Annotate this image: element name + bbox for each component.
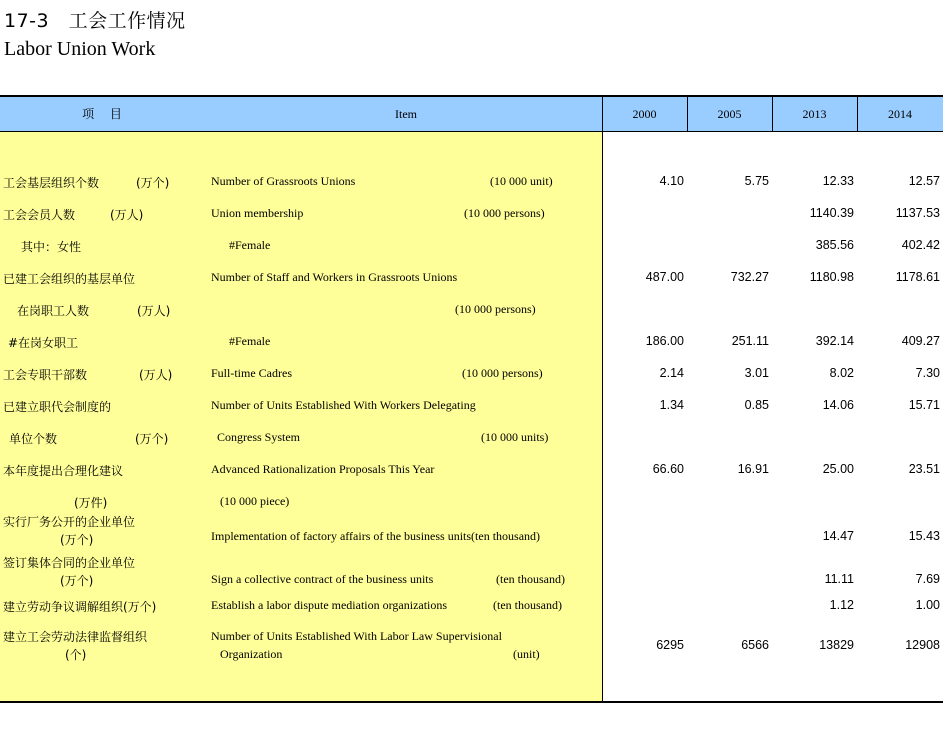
row-value-2013: 14.47 xyxy=(822,529,854,543)
row-value-2014: 15.71 xyxy=(908,398,940,412)
column-divider xyxy=(772,95,773,132)
table-header-row xyxy=(0,95,943,132)
row-label-cn: 建立工会劳动法律监督组织 xyxy=(3,630,148,644)
row-label-en: Number of Units Established With Workers Delegating xyxy=(211,398,476,412)
row-unit-en: (ten thousand) xyxy=(496,572,565,586)
row-unit-cn: (万个) xyxy=(60,533,94,547)
row-value-2000: 1.34 xyxy=(659,398,684,412)
row-label-cn: 在岗职工人数 xyxy=(17,304,90,318)
row-value-2013: 1140.39 xyxy=(809,206,854,220)
row-label-cn: 工会会员人数 xyxy=(3,208,76,222)
row-value-2014: 15.43 xyxy=(908,529,940,543)
row-value-2014: 7.30 xyxy=(915,366,940,380)
row-unit-en: (10 000 units) xyxy=(481,430,549,444)
row-label-en: Number of Staff and Workers in Grassroots Unions xyxy=(211,270,458,284)
column-divider xyxy=(602,95,603,702)
header-year-2014: 2014 xyxy=(888,107,912,121)
row-label-cn: 已建立职代会制度的 xyxy=(3,400,112,414)
table-bottom-rule xyxy=(0,701,943,703)
row-value-2005: 6566 xyxy=(741,638,769,652)
row-value-2013: 1180.98 xyxy=(809,270,854,284)
row-label-en: #Female xyxy=(229,238,271,252)
row-label-cn: 建立劳动争议调解组织(万个) xyxy=(3,600,157,614)
row-value-2000: 186.00 xyxy=(645,334,684,348)
row-unit-cn: (万人) xyxy=(139,368,173,382)
row-value-2014: 7.69 xyxy=(915,572,940,586)
row-unit-cn: (万个) xyxy=(136,176,170,190)
row-value-2013: 14.06 xyxy=(822,398,854,412)
row-value-2014: 1137.53 xyxy=(895,206,940,220)
row-value-2014: 402.42 xyxy=(901,238,940,252)
row-unit-en: (10 000 persons) xyxy=(462,366,543,380)
row-value-2014: 23.51 xyxy=(908,462,940,476)
row-unit-en: (unit) xyxy=(513,647,540,661)
row-value-2005: 251.11 xyxy=(731,334,769,348)
header-year-2013: 2013 xyxy=(802,107,827,121)
row-unit-en: (10 000 persons) xyxy=(464,206,545,220)
row-value-2013: 25.00 xyxy=(822,462,854,476)
header-year-2005: 2005 xyxy=(717,107,742,121)
row-unit-cn: (个) xyxy=(65,648,87,662)
row-label-cn: 签订集体合同的企业单位 xyxy=(3,556,136,570)
row-label-en: Implementation of factory affairs of the business units(ten thousand) xyxy=(211,529,541,543)
column-divider xyxy=(857,95,858,132)
row-label-en: Advanced Rationalization Proposals This Year xyxy=(211,462,435,476)
row-value-2005: 16.91 xyxy=(737,462,769,476)
row-value-2014: 1178.61 xyxy=(895,270,940,284)
row-label-cn: 工会专职干部数 xyxy=(3,368,88,382)
row-value-2013: 392.14 xyxy=(815,334,854,348)
row-label-en: Congress System xyxy=(217,430,301,444)
page-title-chinese: 17-3 工会工作情况 xyxy=(4,10,186,32)
row-value-2000: 66.60 xyxy=(652,462,684,476)
row-value-2014: 1.00 xyxy=(915,598,940,612)
row-unit-en: (ten thousand) xyxy=(493,598,562,612)
row-label-cn: 单位个数 xyxy=(9,432,58,446)
row-unit-en: (10 000 persons) xyxy=(455,302,536,316)
row-unit-cn: (万个) xyxy=(135,432,169,446)
row-value-2000: 487.00 xyxy=(645,270,684,284)
row-value-2000: 6295 xyxy=(656,638,684,652)
row-label-en: Union membership xyxy=(211,206,304,220)
row-label-cn: 其中：女性 xyxy=(21,240,82,254)
column-divider xyxy=(687,95,688,132)
row-value-2014: 12.57 xyxy=(908,174,940,188)
row-unit-cn: (万个) xyxy=(60,574,94,588)
row-unit-en: (10 000 unit) xyxy=(490,174,553,188)
row-label-cn: 已建工会组织的基层单位 xyxy=(3,272,136,286)
page-title-english: Labor Union Work xyxy=(4,38,156,60)
header-item-cn: 项 目 xyxy=(82,107,128,121)
row-label-cn: 实行厂务公开的企业单位 xyxy=(3,515,136,529)
row-unit-cn: (万人) xyxy=(137,304,171,318)
row-value-2013: 8.02 xyxy=(829,366,854,380)
row-label-en: Number of Units Established With Labor Law Supervisional xyxy=(211,629,502,643)
row-value-2005: 3.01 xyxy=(744,366,769,380)
row-value-2014: 409.27 xyxy=(901,334,940,348)
row-value-2000: 4.10 xyxy=(659,174,684,188)
header-year-2000: 2000 xyxy=(632,107,657,121)
row-value-2013: 13829 xyxy=(819,638,854,652)
row-value-2005: 0.85 xyxy=(744,398,769,412)
row-unit-cn: (万件) xyxy=(74,496,108,510)
row-label-en: #Female xyxy=(229,334,271,348)
row-value-2014: 12908 xyxy=(905,638,940,652)
row-label-en-cont: Organization xyxy=(220,647,283,661)
row-value-2000: 2.14 xyxy=(659,366,684,380)
row-value-2013: 1.12 xyxy=(829,598,854,612)
row-label-cn: 本年度提出合理化建议 xyxy=(3,464,124,478)
labor-union-table xyxy=(0,95,943,703)
header-item-en: Item xyxy=(395,107,417,121)
row-value-2013: 385.56 xyxy=(815,238,854,252)
row-label-en: Sign a collective contract of the business units xyxy=(211,572,434,586)
row-value-2005: 732.27 xyxy=(730,270,769,284)
row-label-cn: #在岗女职工 xyxy=(8,336,79,350)
row-label-en: Number of Grassroots Unions xyxy=(211,174,356,188)
row-label-en: Full-time Cadres xyxy=(211,366,292,380)
row-unit-cn: (万人) xyxy=(110,208,144,222)
row-label-cn: 工会基层组织个数 xyxy=(3,176,100,190)
row-value-2013: 11.11 xyxy=(824,572,854,586)
row-unit-en: (10 000 piece) xyxy=(220,494,290,508)
row-value-2013: 12.33 xyxy=(822,174,854,188)
row-value-2005: 5.75 xyxy=(744,174,769,188)
row-label-en: Establish a labor dispute mediation organizations xyxy=(211,598,448,612)
